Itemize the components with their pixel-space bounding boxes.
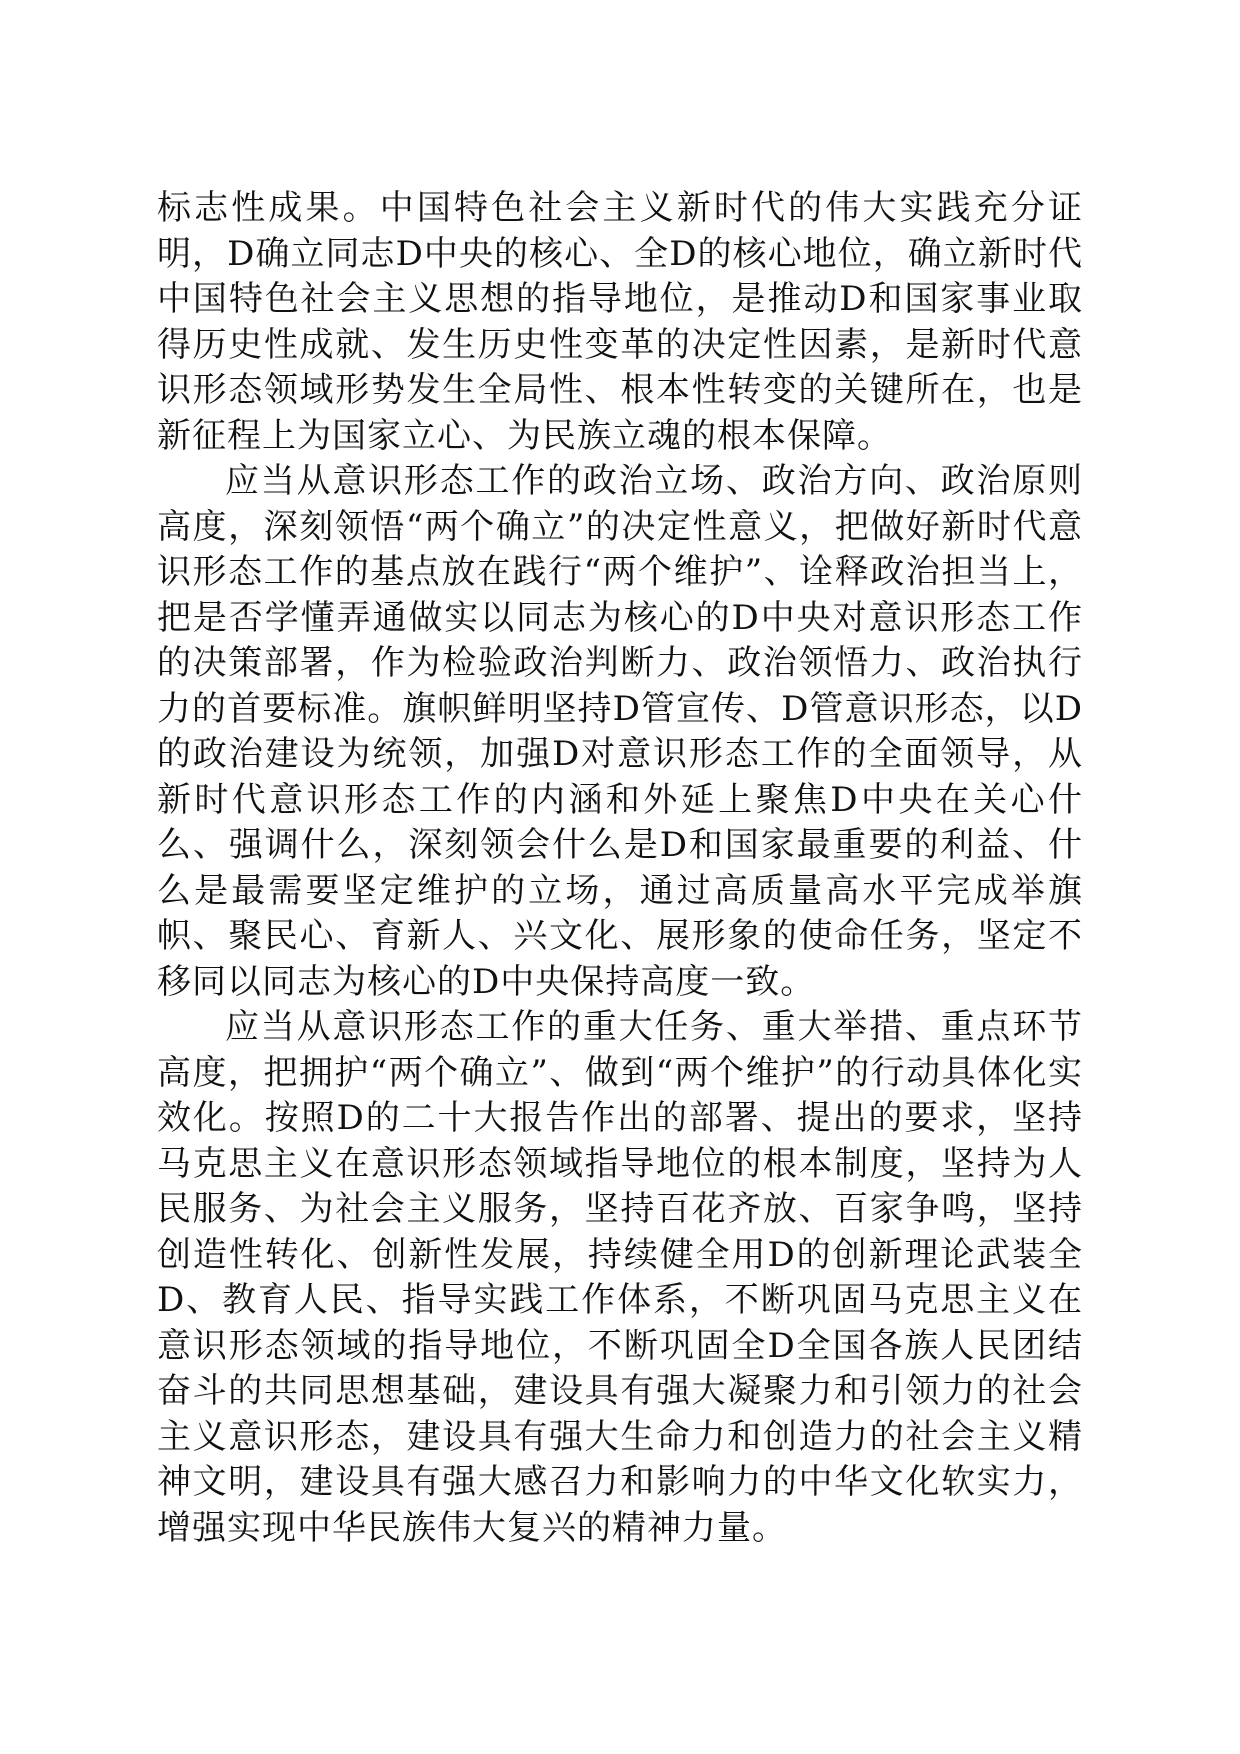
paragraph-3: 应当从意识形态工作的重大任务、重大举措、重点环节高度，把拥护“两个确立”、做到“两个维护”的行动具体化实效化。按照D的二十大报告作出的部署、提出的要求，坚持马克思主义在意识形态领域指导地位的根本制度，坚持为人民服务、为社会主义服务，坚持百花齐放、百家争鸣，坚持创造性转化、创新性发展，持续健全用D的创新理论武装全D、教育人民、指导实践工作体系，不断巩固马克思主义在意识形态领域的指导地位，不断巩固全D全国各族人民团结奋斗的共同思想基础，建设具有强大凝聚力和引领力的社会主义意识形态，建设具有强大生命力和创造力的社会主义精神文明，建设具有强大感召力和影响力的中华文化软实力，增强实现中华民族伟大复兴的精神力量。 <box>157 1007 1083 1548</box>
document-body <box>157 186 1083 1551</box>
paragraph-1: 标志性成果。中国特色社会主义新时代的伟大实践充分证明，D确立同志D中央的核心、全D的核心地位，确立新时代中国特色社会主义思想的指导地位，是推动D和国家事业取得历史性成就、发生历史性变革的决定性因素，是新时代意识形态领域形势发生全局性、根本性转变的关键所在，也是新征程上为国家立心、为民族立魂的根本保障。 <box>157 188 1083 456</box>
paragraph-2: 应当从意识形态工作的政治立场、政治方向、政治原则高度，深刻领悟“两个确立”的决定性意义，把做好新时代意识形态工作的基点放在践行“两个维护”、诠释政治担当上，把是否学懂弄通做实以同志为核心的D中央对意识形态工作的决策部署，作为检验政治判断力、政治领悟力、政治执行力的首要标准。旗帜鲜明坚持D管宣传、D管意识形态，以D的政治建设为统领，加强D对意识形态工作的全面领导，从新时代意识形态工作的内涵和外延上聚焦D中央在关心什么、强调什么，深刻领会什么是D和国家最重要的利益、什么是最需要坚定维护的立场，通过高质量高水平完成举旗帜、聚民心、育新人、兴文化、展形象的使命任务，坚定不移同以同志为核心的D中央保持高度一致。 <box>157 461 1083 1002</box>
